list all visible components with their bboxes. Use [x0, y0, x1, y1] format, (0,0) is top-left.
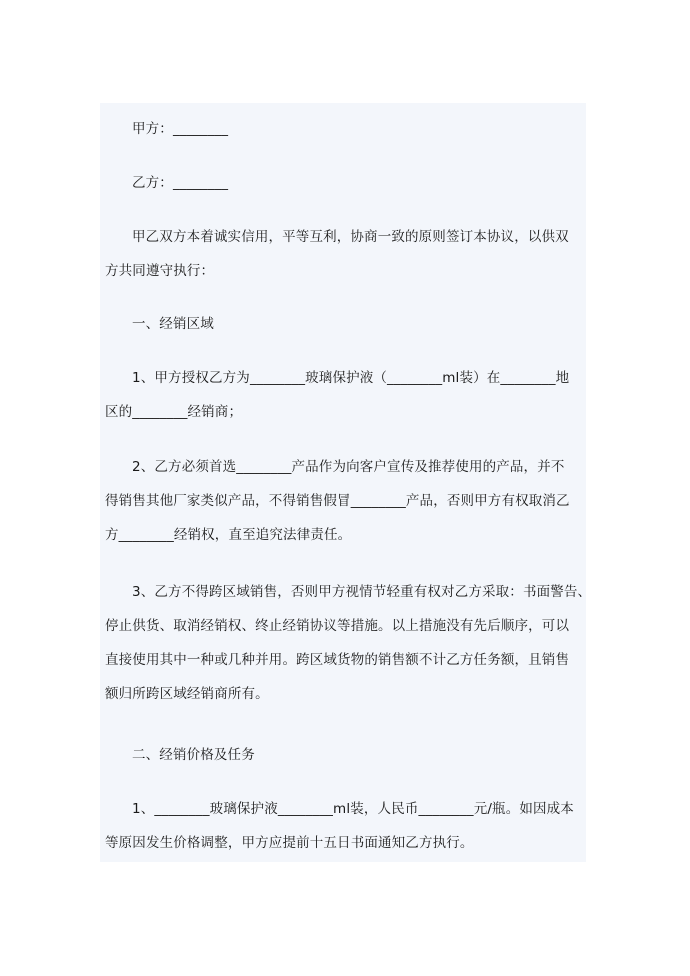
section-2-heading [105, 738, 612, 772]
clause-1-2-line-2: 得销售其他厂家类似产品，不得销售假冒________产品，否则甲方有权取消乙 [105, 493, 570, 509]
clause-1-3-line-1: 3、乙方不得跨区域销售，否则甲方视情节轻重有权对乙方采取：书面警告、 [132, 584, 592, 600]
party-b-line [105, 166, 612, 200]
clause-1-3-line-3: 直接使用其中一种或几种并用。跨区域货物的销售额不计乙方任务额，且销售 [105, 652, 570, 668]
preamble-paragraph [105, 220, 585, 288]
party-a-line [105, 112, 612, 146]
clause-1-3 [105, 575, 592, 711]
section-2-title: 二、经销价格及任务 [132, 747, 255, 763]
clause-1-2-line-1: 2、乙方必须首选________产品作为向客户宣传及推荐使用的产品，并不 [132, 459, 565, 475]
section-1-title: 一、经销区域 [132, 316, 214, 332]
preamble-line-1: 甲乙双方本着诚实信用，平等互利，协商一致的原则签订本协议，以供双 [132, 229, 569, 245]
party-b-text: 乙方：________ [132, 175, 229, 191]
clause-1-1-line-2: 区的________经销商； [105, 404, 243, 420]
section-1-heading [105, 307, 612, 341]
clause-1-1 [105, 361, 585, 429]
clause-1-2-line-3: 方________经销权，直至追究法律责任。 [105, 527, 352, 543]
preamble-line-2: 方共同遵守执行： [105, 263, 215, 279]
clause-1-3-line-4: 额归所跨区域经销商所有。 [105, 686, 269, 702]
clause-1-1-line-1: 1、甲方授权乙方为________玻璃保护液（________ml装）在________地 [132, 370, 570, 386]
clause-2-1-line-1: 1、________玻璃保护液________ml装，人民币________元/瓶。如因成本 [132, 801, 574, 817]
clause-2-1 [105, 792, 585, 860]
party-a-text: 甲方：________ [132, 121, 229, 137]
clause-1-2 [105, 450, 585, 552]
clause-2-1-line-2: 等原因发生价格调整，甲方应提前十五日书面通知乙方执行。 [105, 835, 474, 851]
clause-1-3-line-2: 停止供货、取消经销权、终止经销协议等措施。以上措施没有先后顺序，可以 [105, 618, 570, 634]
